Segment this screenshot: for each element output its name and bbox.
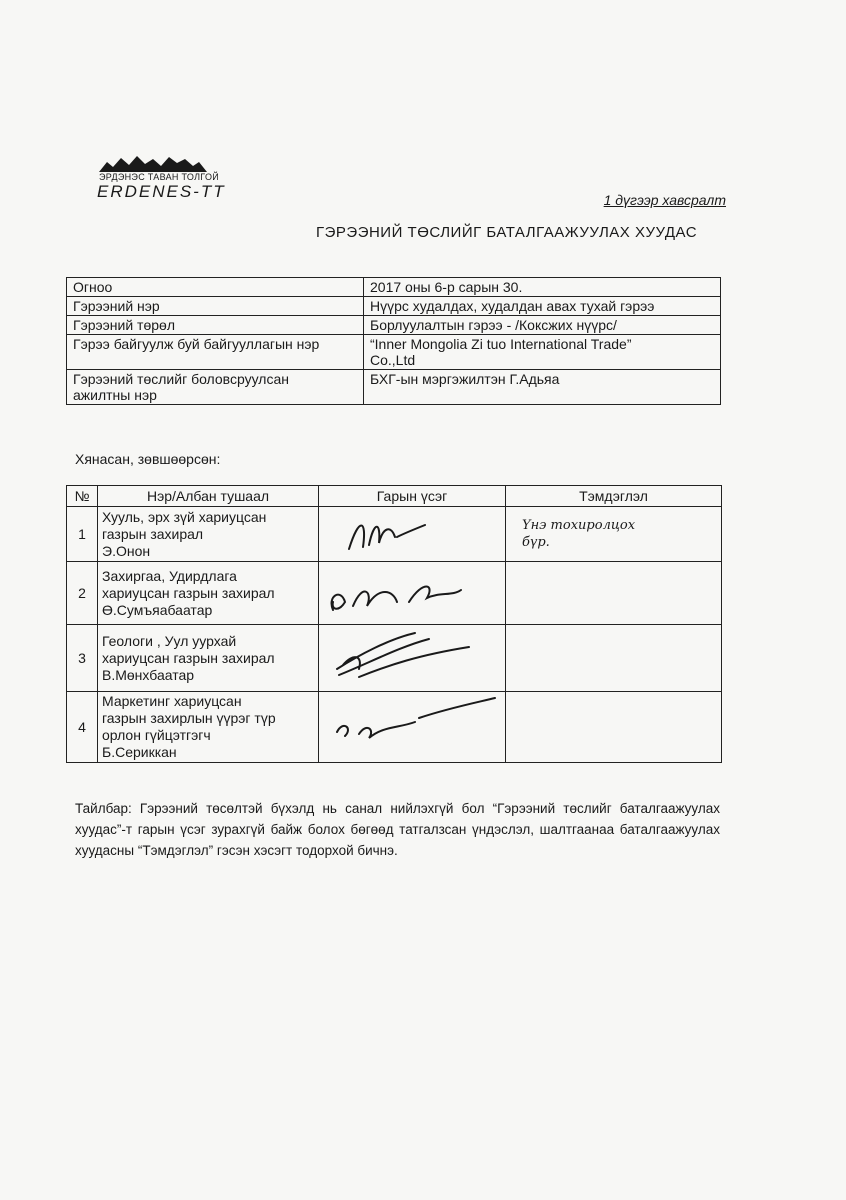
info-label bbox=[67, 335, 364, 370]
row-number: 2 bbox=[67, 562, 98, 625]
signature-row bbox=[67, 692, 722, 763]
info-label bbox=[67, 278, 364, 297]
official-name-position bbox=[98, 625, 319, 692]
logo-name-mn: ЭРДЭНЭС ТАВАН ТОЛГОЙ bbox=[99, 172, 220, 182]
handwritten-signature-icon bbox=[319, 692, 497, 756]
handwritten-signature-icon bbox=[319, 562, 497, 626]
official-line: Э.Онон bbox=[102, 542, 151, 559]
info-label-line: Гэрээний төрөл bbox=[73, 317, 175, 333]
info-label-line: Гэрээний нэр bbox=[73, 298, 160, 314]
signature-row bbox=[67, 507, 722, 562]
info-value-line: Борлуулалтын гэрээ - /Коксжих нүүрс/ bbox=[370, 317, 617, 333]
official-name-position bbox=[98, 507, 319, 562]
official-line: Хууль, эрх зүй хариуцсан bbox=[102, 508, 267, 525]
official-line: орлон гүйцэтгэгч bbox=[102, 727, 211, 743]
signature-cell bbox=[319, 507, 506, 562]
official-line: Маркетинг хариуцсан bbox=[102, 693, 242, 709]
official-line: Б.Сериккан bbox=[102, 744, 177, 760]
info-value-line: БХГ-ын мэргэжилтэн Г.Адьяа bbox=[370, 371, 560, 387]
handwritten-signature-icon bbox=[319, 625, 497, 689]
info-value-line: 2017 оны 6-р сарын 30. bbox=[370, 279, 523, 295]
info-label bbox=[67, 370, 364, 405]
signature-cell bbox=[319, 692, 506, 763]
info-value-line: Нүүрс худалдах, худалдан авах тухай гэрээ bbox=[370, 298, 655, 314]
official-line: В.Мөнхбаатар bbox=[102, 666, 195, 683]
official-line: газрын захирал bbox=[102, 525, 204, 542]
official-line: газрын захирлын үүрэг түр bbox=[102, 710, 276, 726]
official-line: Ө.Сумъяабаатар bbox=[102, 601, 213, 618]
official-line: хариуцсан газрын захирал bbox=[102, 649, 275, 666]
signatures-header-row bbox=[67, 486, 722, 507]
info-row bbox=[67, 278, 721, 297]
info-row bbox=[67, 316, 721, 335]
info-label-line: Гэрээ байгуулж буй байгууллагын нэр bbox=[73, 336, 320, 352]
info-row bbox=[67, 335, 721, 370]
info-label-line: Огноо bbox=[73, 279, 113, 295]
logo-name-en: ERDENES-TT bbox=[97, 182, 226, 201]
remark-cell bbox=[506, 625, 722, 692]
official-name-position bbox=[98, 562, 319, 625]
handwritten-remark: Үнэ тохиролцох бүр. bbox=[522, 518, 636, 550]
official-line: Геологи , Уул уурхай bbox=[102, 632, 237, 649]
info-row bbox=[67, 370, 721, 405]
mountains-logo-icon bbox=[95, 150, 255, 174]
signature-cell bbox=[319, 625, 506, 692]
official-name-position bbox=[98, 692, 319, 763]
row-number: 4 bbox=[67, 692, 98, 763]
footnote: Тайлбар: Гэрээний төсөлтэй бүхэлд нь санал нийлэхгүй бол “Гэрээний төслийг баталгаажуулах хуудас”-т гарын үсэг зурахгүй байж болох бөгөөд татгалзсан үндэслэл, шалтгаанаа баталгаажуулах хуудасны “Тэмдэглэл” гэсэн хэсэгт тодорхой бичнэ. bbox=[75, 801, 720, 858]
row-number: 1 bbox=[67, 507, 98, 562]
header-remark: Тэмдэглэл bbox=[506, 486, 722, 507]
info-label bbox=[67, 297, 364, 316]
official-line: хариуцсан газрын захирал bbox=[102, 584, 275, 601]
info-value-line: Co.,Ltd bbox=[370, 352, 416, 368]
remark-cell bbox=[506, 507, 722, 562]
signature-cell bbox=[319, 562, 506, 625]
info-value bbox=[364, 278, 721, 297]
info-value bbox=[364, 370, 721, 405]
signature-row bbox=[67, 562, 722, 625]
row-number: 3 bbox=[67, 625, 98, 692]
remark-cell bbox=[506, 692, 722, 763]
info-value bbox=[364, 297, 721, 316]
header-number: № bbox=[67, 486, 98, 507]
official-line: Захиргаа, Удирдлага bbox=[102, 567, 237, 584]
info-label-line: ажилтны нэр bbox=[73, 387, 157, 403]
document-title: ГЭРЭЭНИЙ ТӨСЛИЙГ БАТАЛГААЖУУЛАХ ХУУДАС bbox=[316, 224, 698, 241]
info-label bbox=[67, 316, 364, 335]
company-logo bbox=[95, 150, 255, 202]
signature-row bbox=[67, 625, 722, 692]
info-value-line: “Inner Mongolia Zi tuo International Trade” bbox=[370, 336, 632, 352]
info-row bbox=[67, 297, 721, 316]
contract-info-table bbox=[66, 277, 721, 405]
signatures-table bbox=[66, 485, 722, 763]
info-value bbox=[364, 335, 721, 370]
reviewed-label: Хянасан, зөвшөөрсөн: bbox=[75, 451, 221, 467]
remark-cell bbox=[506, 562, 722, 625]
info-label-line: Гэрээний төслийг боловсруулсан bbox=[73, 371, 289, 387]
header-name-position: Нэр/Албан тушаал bbox=[98, 486, 319, 507]
header-signature: Гарын үсэг bbox=[319, 486, 506, 507]
appendix-label: 1 дүгээр хавсралт bbox=[603, 192, 726, 208]
info-value bbox=[364, 316, 721, 335]
